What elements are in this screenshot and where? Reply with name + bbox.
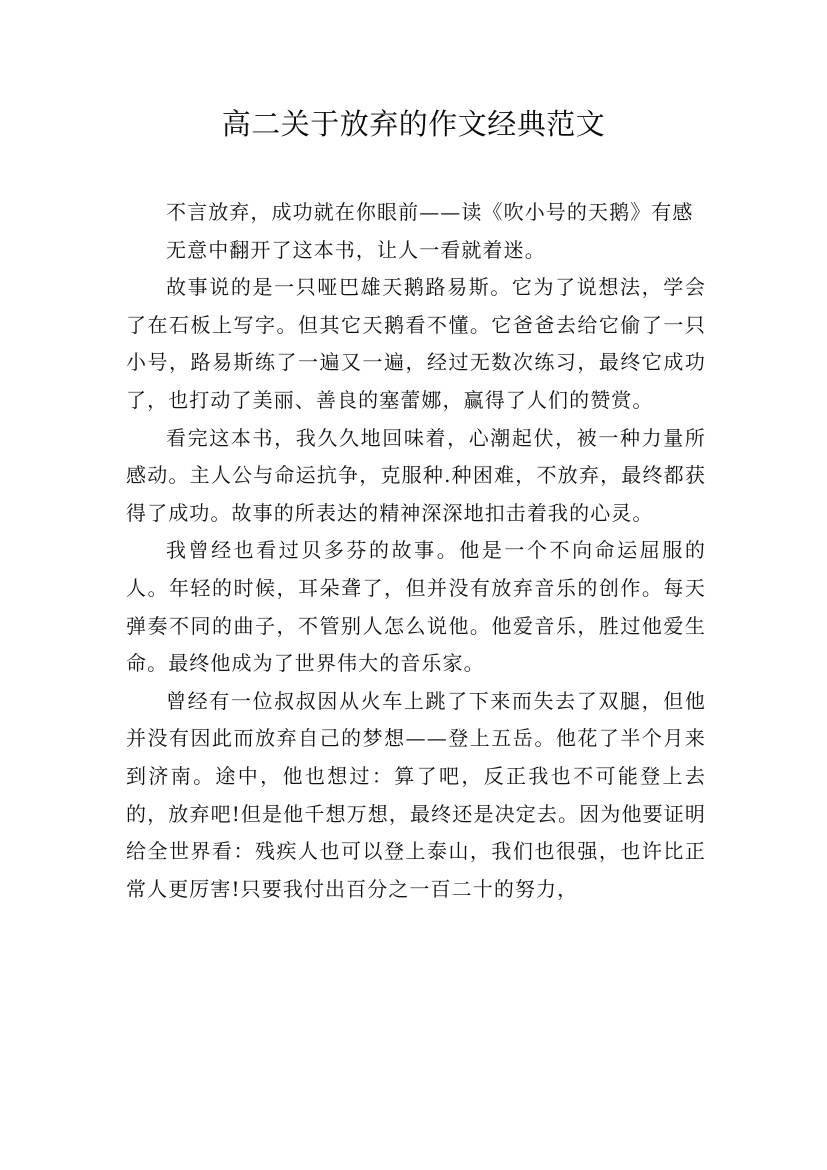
paragraph-2: 故事说的是一只哑巴雄天鹅路易斯。它为了说想法，学会了在石板上写字。但其它天鹅看不懂。它爸爸去给它偷了一只小号，路易斯练了一遍又一遍，经过无数次练习，最终它成功了，也打动了美丽、善良的塞蕾娜，赢得了人们的赞赏。 bbox=[126, 275, 706, 412]
paragraph-1: 无意中翻开了这本书，让人一看就着迷。 bbox=[166, 237, 546, 262]
paragraph-subtitle: 不言放弃，成功就在你眼前——读《吹小号的天鹅》有感 bbox=[166, 200, 694, 224]
paragraph-5: 曾经有一位叔叔因从火车上跳了下来而失去了双腿，但他并没有因此而放弃自己的梦想——登上五岳。他花了半个月来到济南。途中，他也想过：算了吧，反正我也不可能登上去的，放弃吧!但是他千想万想，最终还是决定去。因为他要证明给全世界看：残疾人也可以登上泰山，我们也很强，也许比正常人更厉害!只要我付出百分之一百二十的努力， bbox=[126, 688, 706, 901]
paragraph-4: 我曾经也看过贝多芬的故事。他是一个不向命运屈服的人。年轻的时候，耳朵聋了，但并没有放弃音乐的创作。每天弹奏不同的曲子，不管别人怎么说他。他爱音乐，胜过他爱生命。最终他成为了世界伟大的音乐家。 bbox=[126, 538, 706, 676]
document-title: 高二关于放弃的作文经典范文 bbox=[221, 107, 606, 141]
paragraph-3: 看完这本书，我久久地回味着，心潮起伏，被一种力量所感动。主人公与命运抗争，克服种.种困难，不放弃，最终都获得了成功。故事的所表达的精神深深地扣击着我的心灵。 bbox=[126, 425, 706, 525]
document-body bbox=[126, 194, 706, 908]
